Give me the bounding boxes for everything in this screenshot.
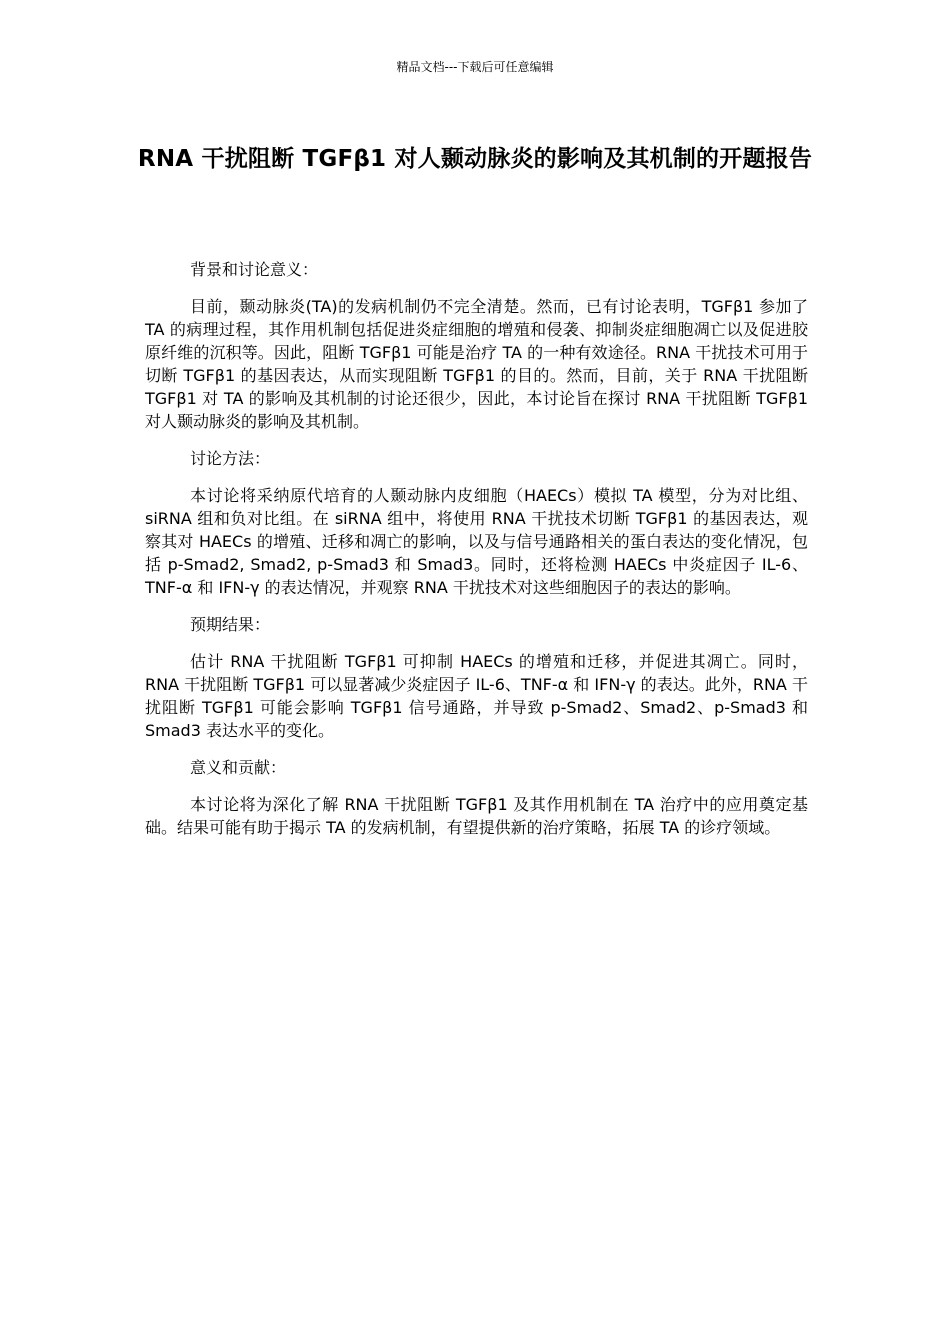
section-body-expected-results: 估计 RNA 干扰阻断 TGFβ1 可抑制 HAECs 的增殖和迁移，并促进其凋亡。同时，RNA 干扰阻断 TGFβ1 可以显著减少炎症因子 IL-6、TNF-α 和 IFN-γ 的表达。此外，RNA 干扰阻断 TGFβ1 可能会影响 TGFβ1 信号通路，并导致 p-Smad2、Smad2、p-Smad3 和 Smad3 表达水平的变化。 bbox=[145, 652, 808, 740]
section-heading-significance: 意义和贡献： bbox=[190, 758, 287, 777]
document-body bbox=[145, 258, 808, 853]
header-note: 精品文档---下载后可任意编辑 bbox=[396, 60, 554, 74]
document-title: RNA 干扰阻断 TGFβ1 对人颞动脉炎的影响及其机制的开题报告 bbox=[137, 146, 813, 172]
section-body-methods: 本讨论将采纳原代培育的人颞动脉内皮细胞（HAECs）模拟 TA 模型，分为对比组、siRNA 组和负对比组。在 siRNA 组中，将使用 RNA 干扰技术切断 TGFβ1 的基因表达，观察其对 HAECs 的增殖、迁移和凋亡的影响，以及与信号通路相关的蛋白表达的变化情况，包括 p-Smad2, Smad2, p-Smad3 和 Smad3。同时，还将检测 HAECs 中炎症因子 IL-6、TNF-α 和 IFN-γ 的表达情况，并观察 RNA 干扰技术对这些细胞因子的表达的影响。 bbox=[145, 486, 808, 597]
section-heading-expected-results: 预期结果： bbox=[190, 615, 271, 634]
section-body-significance: 本讨论将为深化了解 RNA 干扰阻断 TGFβ1 及其作用机制在 TA 治疗中的应用奠定基础。结果可能有助于揭示 TA 的发病机制，有望提供新的治疗策略，拓展 TA 的诊疗领域。 bbox=[145, 795, 808, 837]
section-body-background: 目前，颞动脉炎(TA)的发病机制仍不完全清楚。然而，已有讨论表明，TGFβ1 参加了 TA 的病理过程，其作用机制包括促进炎症细胞的增殖和侵袭、抑制炎症细胞凋亡以及促进胶原纤维的沉积等。因此，阻断 TGFβ1 可能是治疗 TA 的一种有效途径。RNA 干扰技术可用于切断 TGFβ1 的基因表达，从而实现阻断 TGFβ1 的目的。然而，目前，关于 RNA 干扰阻断 TGFβ1 对 TA 的影响及其机制的讨论还很少，因此，本讨论旨在探讨 RNA 干扰阻断 TGFβ1 对人颞动脉炎的影响及其机制。 bbox=[145, 297, 808, 431]
section-heading-methods: 讨论方法： bbox=[190, 449, 271, 468]
section-heading-background: 背景和讨论意义： bbox=[190, 260, 319, 279]
